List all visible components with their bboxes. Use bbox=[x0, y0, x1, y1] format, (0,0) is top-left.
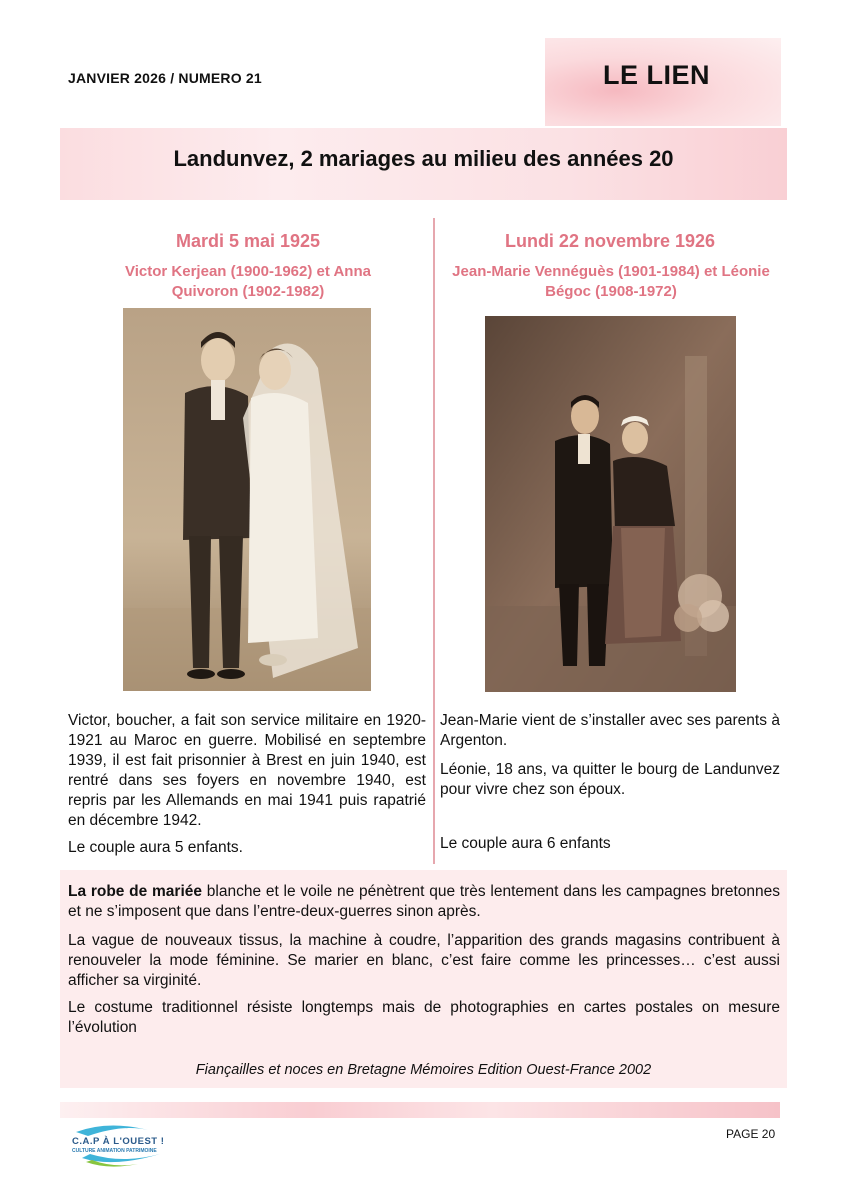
left-paragraph-2: Le couple aura 5 enfants. bbox=[68, 839, 243, 856]
note-paragraph-1 bbox=[68, 882, 780, 922]
footer-band bbox=[60, 1102, 780, 1118]
note-highlight: La robe de mariée bbox=[68, 883, 203, 900]
column-divider bbox=[433, 218, 435, 864]
brand-title: LE LIEN bbox=[603, 60, 711, 90]
sepia-wedding-photo-icon bbox=[123, 308, 371, 691]
page-number: PAGE 20 bbox=[726, 1127, 776, 1141]
left-names: Victor Kerjean (1900-1962) et Anna Quivoron (1902-1982) bbox=[125, 263, 371, 300]
right-paragraph-2: Léonie, 18 ans, va quitter le bourg de Landunvez pour vivre chez son époux. bbox=[440, 761, 780, 798]
left-paragraph-1: Victor, boucher, a fait son service militaire en 1920-1921 au Maroc en guerre. Mobilisé en septembre 1939, il est fait prisonnier à Brest en juin 1940, est rentré dans ses foyers en novembre 1940, est repris par les Allemands en mai 1941 puis rapatrié en décembre 1942. bbox=[68, 712, 426, 829]
right-wedding-photo bbox=[485, 316, 736, 692]
right-names: Jean-Marie Vennéguès (1901-1984) et Léonie Bégoc (1908-1972) bbox=[452, 263, 770, 300]
right-paragraph-1: Jean-Marie vient de s’installer avec ses parents à Argenton. bbox=[440, 712, 780, 749]
left-wedding-photo bbox=[123, 308, 371, 691]
left-date: Mardi 5 mai 1925 bbox=[175, 231, 321, 251]
cap-a-louest-logo bbox=[68, 1118, 188, 1170]
note-paragraph-3: Le costume traditionnel résiste longtemps mais de photographies en cartes postales on mesure l’évolution bbox=[68, 999, 780, 1036]
page-title: Landunvez, 2 mariages au milieu des années 20 bbox=[173, 146, 674, 171]
logo-subtext: CULTURE ANIMATION PATRIMOINE bbox=[72, 1148, 157, 1154]
note-paragraph-2: La vague de nouveaux tissus, la machine à coudre, l’apparition des grands magasins contribuent à renouveler la mode féminine. Se marier en blanc, c’est faire comme les princesses… c’est aussi afficher sa virginité. bbox=[68, 932, 780, 989]
right-date: Lundi 22 novembre 1926 bbox=[504, 231, 716, 251]
issue-label: JANVIER 2026 / NUMERO 21 bbox=[68, 70, 262, 86]
source-citation: Fiançailles et noces en Bretagne Mémoires Edition Ouest-France 2002 bbox=[195, 1062, 652, 1078]
right-paragraph-3: Le couple aura 6 enfants bbox=[440, 835, 611, 852]
logo-text: C.A.P À L'OUEST ! bbox=[72, 1136, 165, 1147]
note-paragraph-1-text: blanche et le voile ne pénètrent que très lentement dans les campagnes bretonnes et ne s’imposent que dans l’entre-deux-guerres sinon après. bbox=[68, 883, 780, 920]
sepia-wedding-photo-icon bbox=[485, 316, 736, 692]
